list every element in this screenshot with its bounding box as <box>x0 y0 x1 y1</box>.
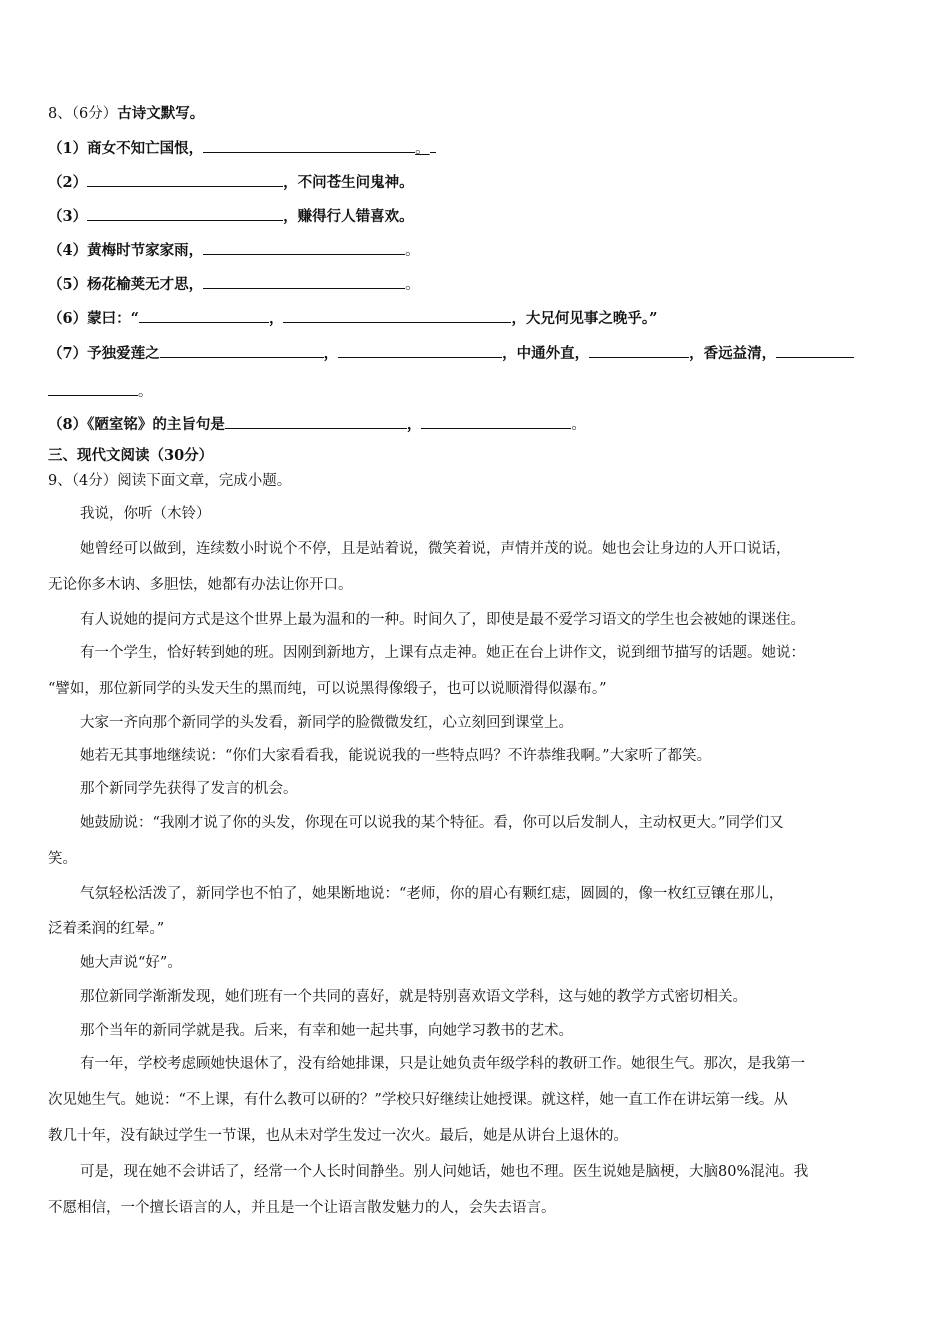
article-line: 教几十年，没有缺过学生一节课，也从未对学生发过一次火。最后，她是从讲台上退休的。 <box>48 1128 628 1144</box>
answer-blank[interactable] <box>283 307 511 323</box>
item-number: （7） <box>48 345 88 362</box>
item-text: 。 <box>405 277 420 293</box>
item-number: （6） <box>48 310 88 327</box>
q8-title: 古诗文默写。 <box>117 105 205 122</box>
q8-item-8 <box>48 413 586 435</box>
article-line: 次见她生气。她说：“不上课，有什么教可以研的？”学校只好继续让她授课。就这样，她一直工作在讲坛第一线。从 <box>48 1092 788 1108</box>
answer-blank[interactable] <box>225 413 407 429</box>
item-text: ，大兄何见事之晚乎。” <box>511 310 658 327</box>
article-line: 她若无其事地继续说：“你们大家看看我，能说说我的一些特点吗？不许恭维我啊。”大家听了都笑。 <box>80 748 712 764</box>
article-line: 可是，现在她不会讲话了，经常一个人长时间静坐。别人问她话，她也不理。医生说她是脑梗，大脑80%混沌。我 <box>80 1164 809 1180</box>
answer-blank[interactable] <box>421 413 571 429</box>
q9-header: 9、（4分）阅读下面文章，完成小题。 <box>48 473 292 489</box>
q8-number: 8、（6分） <box>48 106 118 122</box>
q8-item-4 <box>48 239 420 261</box>
article-line: 有一个学生，恰好转到她的班。因刚到新地方，上课有点走神。她正在台上讲作文，说到细节描写的话题。她说： <box>80 645 805 661</box>
article-line: 那位新同学渐渐发现，她们班有一个共同的喜好，就是特别喜欢语文学科，这与她的教学方式密切相关。 <box>80 989 747 1005</box>
item-text: 杨花榆荚无才思， <box>87 276 204 293</box>
item-text: 黄梅时节家家雨， <box>87 242 204 259</box>
answer-blank <box>430 137 436 153</box>
item-text: 。 <box>138 384 153 400</box>
item-number: （1） <box>48 140 88 157</box>
article-line: 气氛轻松活泼了，新同学也不怕了，她果断地说：“老师，你的眉心有颗红痣，圆圆的，像一枚红豆镶在那儿， <box>80 886 784 902</box>
item-text: 。 <box>571 417 586 433</box>
article-line: 无论你多木讷、多胆怯，她都有办法让你开口。 <box>48 577 353 593</box>
item-text: ， <box>268 310 284 327</box>
article-line: 她大声说“好”。 <box>80 955 182 971</box>
q8-item-6 <box>48 307 658 329</box>
item-text: ，赚得行人错喜欢。 <box>283 208 414 225</box>
article-line: 不愿相信，一个擅长语言的人，并且是一个让语言散发魅力的人，会失去语言。 <box>48 1200 556 1216</box>
item-number: （5） <box>48 276 88 293</box>
q8-item-5 <box>48 273 420 295</box>
answer-blank[interactable] <box>48 380 138 396</box>
item-text: ， <box>323 345 339 362</box>
item-number: （3） <box>48 208 88 225</box>
article-line: 有一年，学校考虑顾她快退休了，没有给她排课，只是让她负责年级学科的教研工作。她很生气。那次，是我第一 <box>80 1056 805 1072</box>
article-line: 大家一齐向那个新同学的头发看，新同学的脸微微发红，心立刻回到课堂上。 <box>80 715 573 731</box>
q8-item-1 <box>48 137 436 159</box>
q8-item-7 <box>48 342 854 364</box>
article-line: 笑。 <box>48 851 77 867</box>
article-line: 那个新同学先获得了发言的机会。 <box>80 781 298 797</box>
q8-item-3 <box>48 205 414 227</box>
item-text: ，香远益清， <box>689 345 777 362</box>
item-number: （4） <box>48 242 88 259</box>
answer-blank[interactable] <box>203 239 405 255</box>
item-text: ，不问苍生问鬼神。 <box>283 174 414 191</box>
answer-blank[interactable] <box>160 342 324 358</box>
answer-blank[interactable] <box>139 307 269 323</box>
article-line: 她鼓励说：“我刚才说了你的头发，你现在可以说我的某个特征。看，你可以后发制人，主动权更大。”同学们又 <box>80 815 784 831</box>
item-text: 。 <box>415 141 430 157</box>
answer-blank[interactable] <box>87 171 283 187</box>
answer-blank[interactable] <box>203 273 405 289</box>
item-text: 蒙曰：“ <box>87 310 139 327</box>
answer-blank[interactable] <box>776 342 854 358</box>
q8-header <box>48 104 204 124</box>
article-line: “譬如，那位新同学的头发天生的黑而纯，可以说黑得像缎子，也可以说顺滑得似瀑布。” <box>48 681 607 697</box>
item-text: 商女不知亡国恨， <box>87 140 204 157</box>
answer-blank[interactable] <box>87 205 283 221</box>
item-number: （2） <box>48 174 88 191</box>
item-number: （8） <box>48 416 88 433</box>
article-line: 泛着柔润的红晕。” <box>48 921 165 937</box>
item-text: ， <box>406 416 422 433</box>
answer-blank[interactable] <box>203 137 415 153</box>
q8-item-7-cont <box>48 380 153 402</box>
article-line: 她曾经可以做到，连续数小时说个不停，且是站着说，微笑着说，声情并茂的说。她也会让身边的人开口说话， <box>80 541 791 557</box>
item-text: 《陋室铭》的主旨句是 <box>87 416 225 433</box>
answer-blank[interactable] <box>589 342 689 358</box>
item-text: 予独爱莲之 <box>87 345 160 362</box>
section-heading: 三、现代文阅读（30分） <box>48 447 214 464</box>
article-line: 那个当年的新同学就是我。后来，有幸和她一起共事，向她学习教书的艺术。 <box>80 1023 573 1039</box>
article-title: 我说，你听（木铃） <box>80 506 211 522</box>
answer-blank[interactable] <box>338 342 502 358</box>
item-text: 。 <box>405 243 420 259</box>
item-text: ，中通外直， <box>502 345 590 362</box>
article-line: 有人说她的提问方式是这个世界上最为温和的一种。时间久了，即使是最不爱学习语文的学生也会被她的课迷住。 <box>80 612 805 628</box>
q8-item-2 <box>48 171 414 193</box>
